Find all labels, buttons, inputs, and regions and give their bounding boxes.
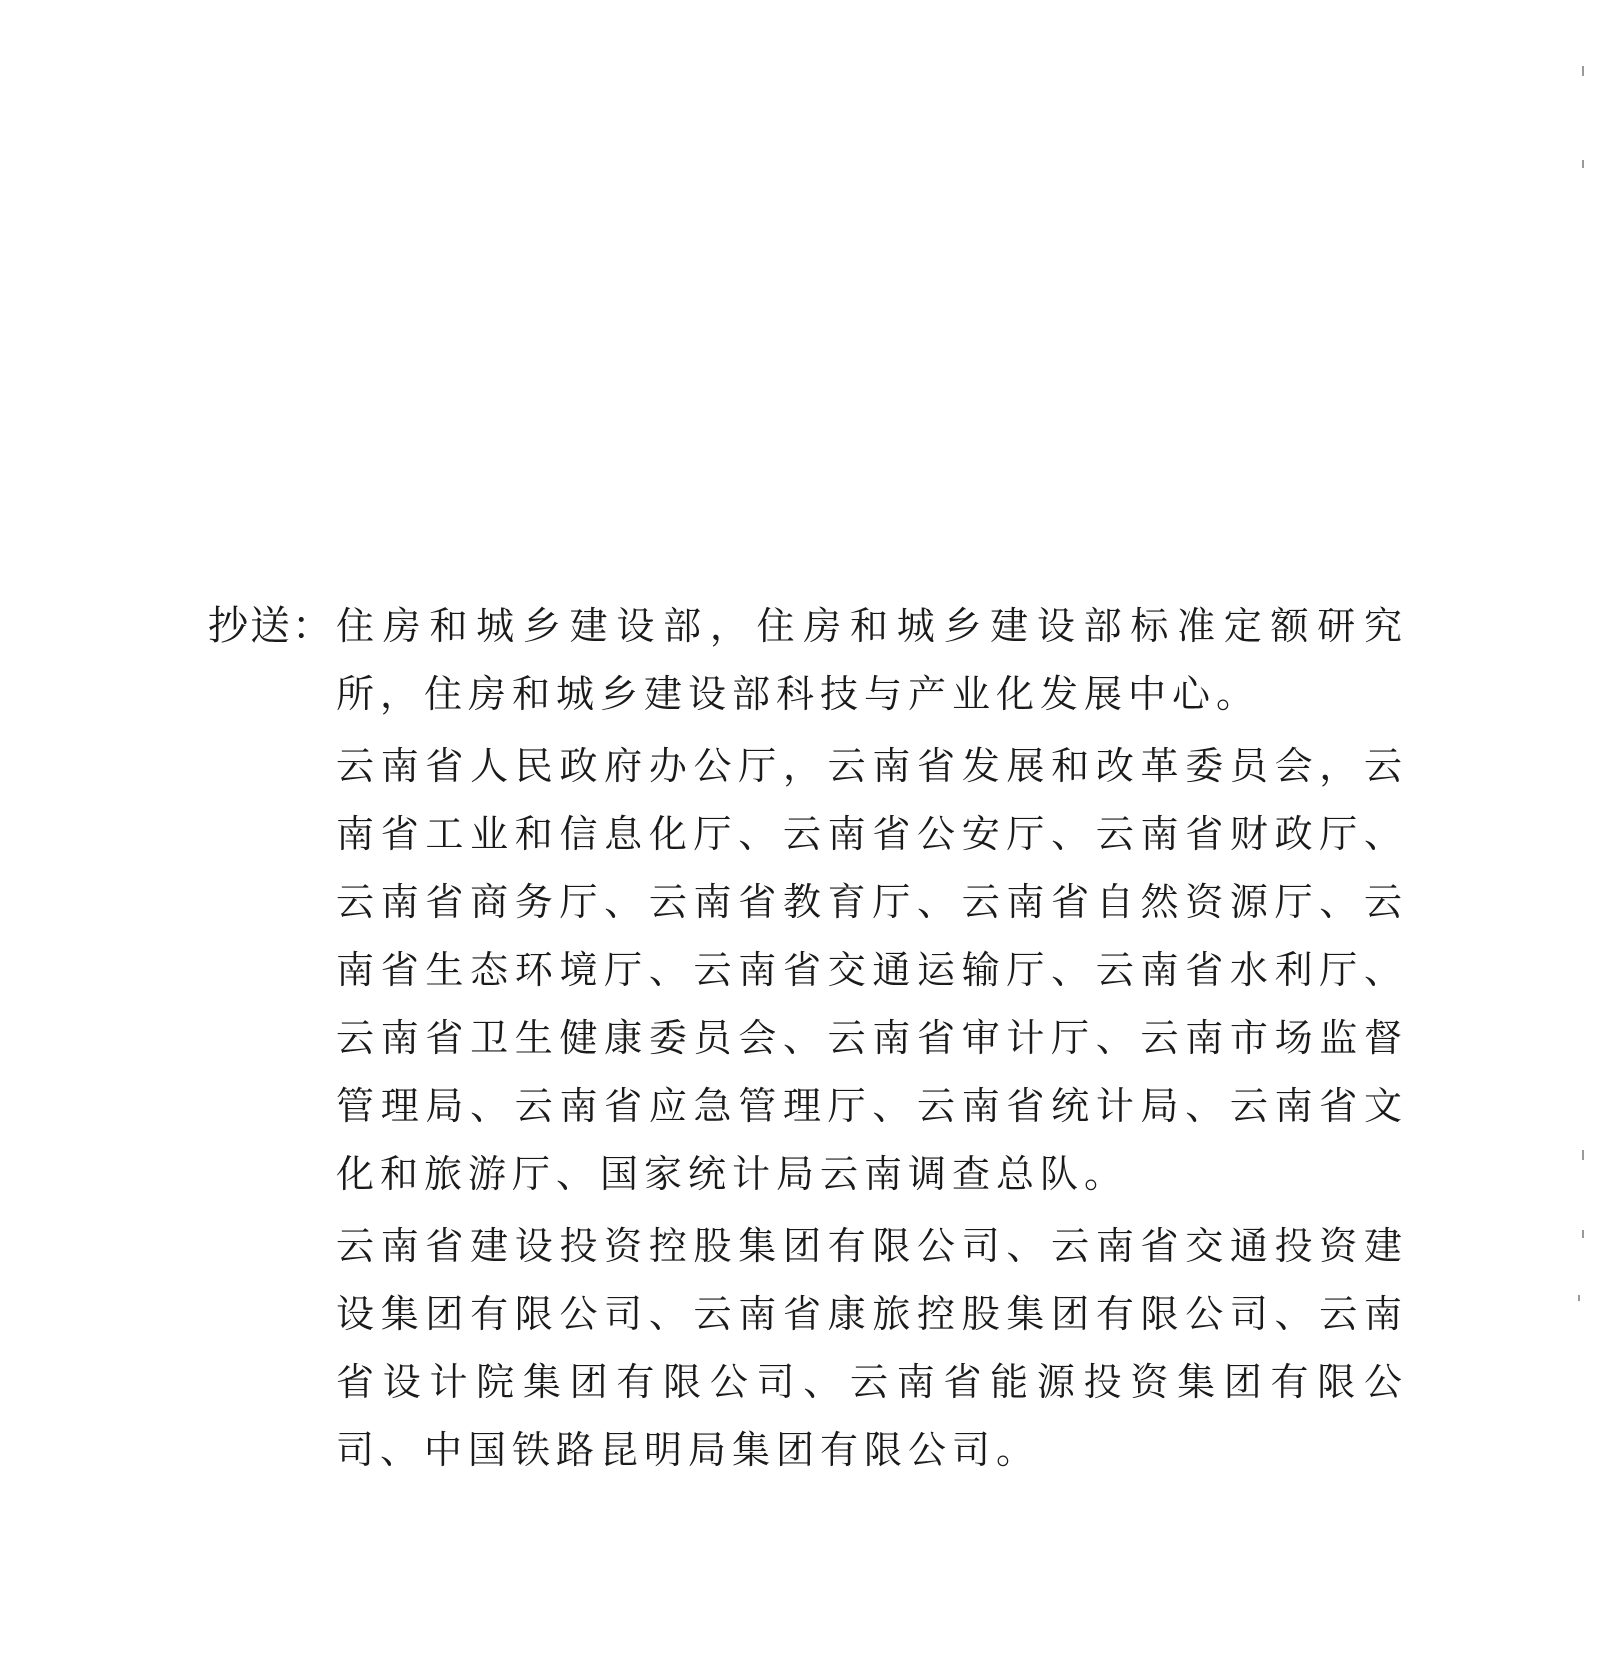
scan-mark [1582,1230,1584,1238]
cc-group-ministry: 住房和城乡建设部，住房和城乡建设部标准定额研究所，住房和城乡建设部科技与产业化发展中心。 [336,604,1408,716]
scan-mark [1582,1150,1584,1160]
cc-section [208,592,1408,1484]
cc-row [208,592,1408,1484]
cc-group-state-enterprises: 云南省建设投资控股集团有限公司、云南省交通投资建设集团有限公司、云南省康旅控股集团有限公司、云南省设计院集团有限公司、云南省能源投资集团有限公司、中国铁路昆明局集团有限公司。 [336,1224,1408,1472]
scan-mark [1578,1295,1580,1301]
scan-mark [1582,160,1584,168]
cc-recipient-groups [336,592,1408,1484]
scan-mark [1582,66,1584,76]
cc-label: 抄送： [208,603,334,649]
cc-group-provincial-departments: 云南省人民政府办公厅，云南省发展和改革委员会，云南省工业和信息化厅、云南省公安厅、云南省财政厅、云南省商务厅、云南省教育厅、云南省自然资源厅、云南省生态环境厅、云南省交通运输厅、云南省水利厅、云南省卫生健康委员会、云南省审计厅、云南市场监督管理局、云南省应急管理厅、云南省统计局、云南省文化和旅游厅、国家统计局云南调查总队。 [336,744,1408,1196]
